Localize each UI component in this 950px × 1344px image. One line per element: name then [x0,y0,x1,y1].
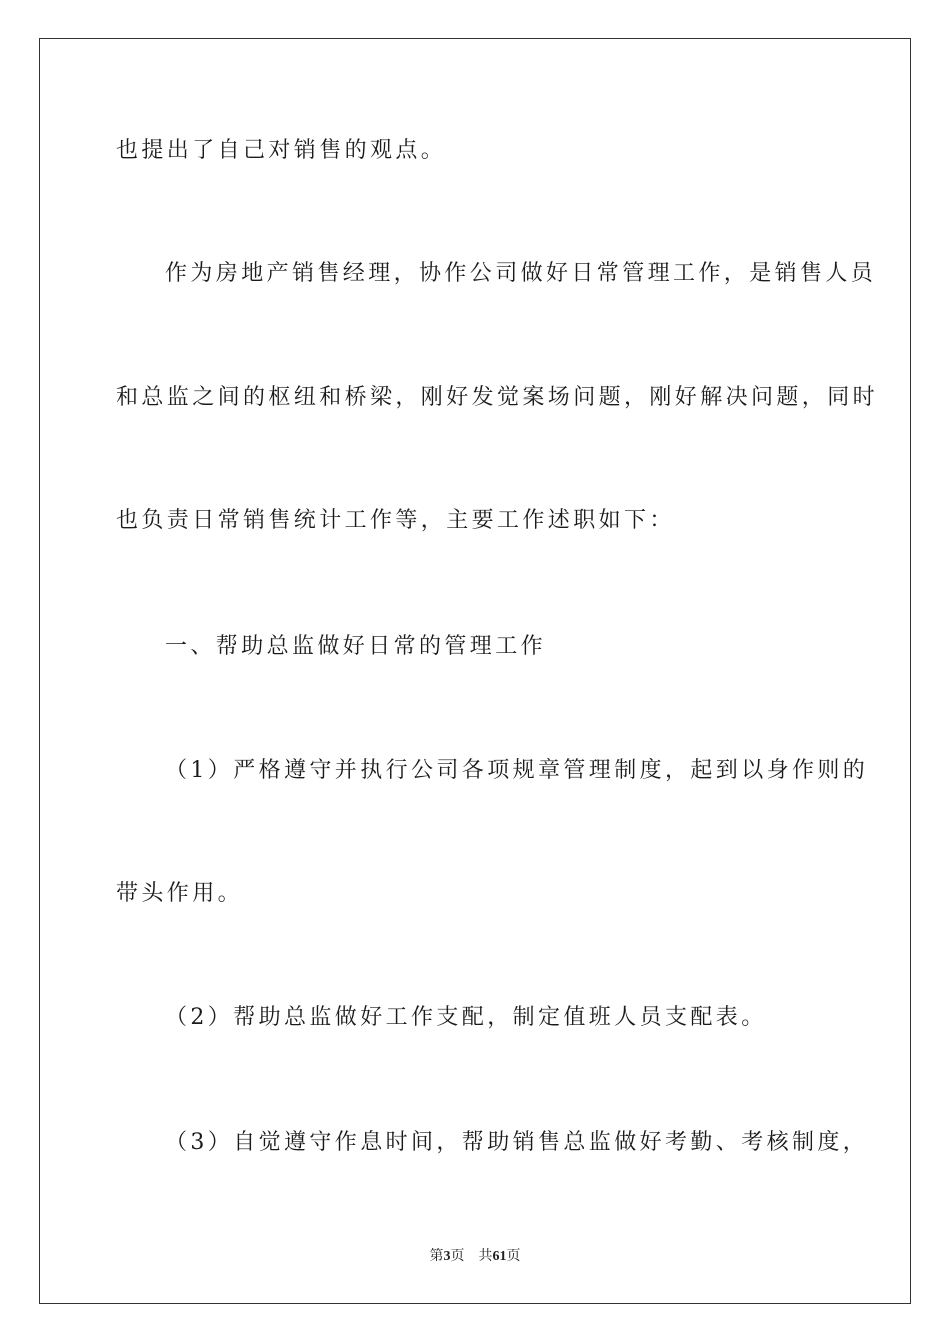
paragraph-line-1: 也提出了自己对销售的观点。 [116,138,447,163]
page-suffix: 页 [450,1249,465,1264]
page-footer [0,1247,950,1267]
section-heading-1: 一、帮助总监做好日常的管理工作 [165,634,547,659]
page-border [39,38,911,1304]
paragraph-line-8: （2）帮助总监做好工作支配，制定值班人员支配表。 [165,1005,767,1030]
total-pages: 61 [492,1249,507,1264]
total-prefix: 共 [478,1249,493,1264]
paragraph-line-2: 作为房地产销售经理，协作公司做好日常管理工作，是销售人员 [165,261,877,286]
page-number: 3 [443,1249,451,1264]
paragraph-line-9: （3）自觉遵守作息时间，帮助销售总监做好考勤、考核制度， [165,1130,869,1155]
paragraph-line-7: 带头作用。 [116,881,244,906]
paragraph-line-6: （1）严格遵守并执行公司各项规章管理制度，起到以身作则的 [165,758,869,783]
paragraph-line-4: 也负责日常销售统计工作等，主要工作述职如下： [116,508,675,533]
total-suffix: 页 [506,1249,521,1264]
page-prefix: 第 [429,1249,444,1264]
paragraph-line-3: 和总监之间的枢纽和桥梁，刚好发觉案场问题，刚好解决问题，同时 [116,385,879,410]
